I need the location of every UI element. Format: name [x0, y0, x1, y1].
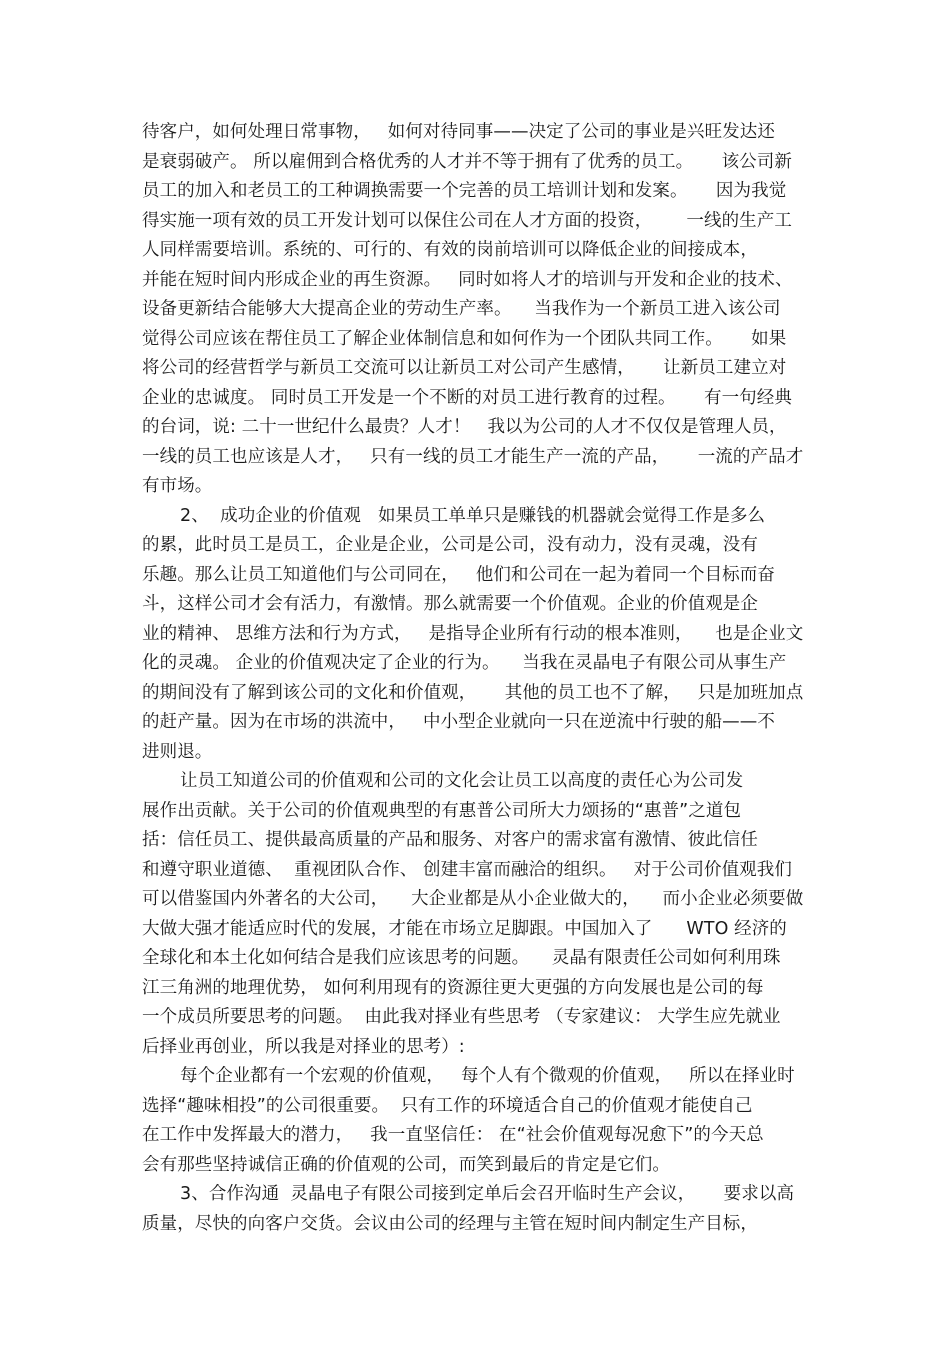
text-line: 设备更新结合能够大大提高企业的劳动生产率。 当我作为一个新员工进入该公司	[142, 299, 781, 319]
text-line: 3、合作沟通 灵晶电子有限公司接到定单后会召开临时生产会议， 要求以高	[180, 1184, 795, 1204]
text-line: 乐趣。那么让员工知道他们与公司同在， 他们和公司在一起为着同一个目标而奋	[142, 564, 775, 585]
text-line: 化的灵魂。 企业的价值观决定了企业的行为。 当我在灵晶电子有限公司从事生产	[142, 653, 787, 673]
text-line: 员工的加入和老员工的工种调换需要一个完善的员工培训计划和发案。 因为我觉	[142, 181, 787, 201]
text-line: 的累，此时员工是员工，企业是企业，公司是公司，没有动力，没有灵魂，没有	[142, 535, 758, 555]
text-line: 2、 成功企业的价值观 如果员工单单只是赚钱的机器就会觉得工作是多么	[180, 505, 766, 526]
text-line: 一个成员所要思考的问题。 由此我对择业有些思考 （专家建议： 大学生应先就业	[142, 1007, 781, 1027]
text-line: 每个企业都有一个宏观的价值观， 每个人有个微观的价值观， 所以在择业时	[180, 1066, 795, 1086]
text-line: 人同样需要培训。系统的、可行的、有效的岗前培训可以降低企业的间接成本，	[142, 240, 758, 260]
text-line: 斗，这样公司才会有活力，有激情。那么就需要一个价值观。企业的价值观是企	[142, 594, 758, 614]
text-line: 会有那些坚持诚信正确的价值观的公司，而笑到最后的肯定是它们。	[142, 1154, 670, 1175]
text-line: 和遵守职业道德、 重视团队合作、 创建丰富而融洽的组织。 对于公司价值观我们	[142, 859, 792, 880]
text-line: 一线的员工也应该是人才， 只有一线的员工才能生产一流的产品， 一流的产品才	[142, 446, 804, 467]
text-line: 的期间没有了解到该公司的文化和价值观， 其他的员工也不了解， 只是加班加点	[142, 682, 804, 703]
text-line: 业的精神、 思维方法和行为方式， 是指导企业所有行动的根本准则， 也是企业文	[142, 623, 804, 644]
text-line: 选择“趣味相投”的公司很重要。 只有工作的环境适合自己的价值观才能使自己	[142, 1095, 753, 1116]
text-line: 质量，尽快的向客户交货。会议由公司的经理与主管在短时间内制定生产目标，	[142, 1213, 758, 1234]
text-line: 江三角洲的地理优势， 如何利用现有的资源往更大更强的方向发展也是公司的每	[142, 977, 764, 998]
text-line: 的台词，说: 二十一世纪什么最贵？人才！ 我以为公司的人才不仅仅是管理人员，	[142, 417, 787, 437]
text-line: 全球化和本土化如何结合是我们应该思考的问题。 灵晶有限责任公司如何利用珠	[142, 948, 781, 968]
text-line: 觉得公司应该在帮住员工了解企业体制信息和如何作为一个团队共同工作。 如果	[142, 328, 787, 349]
text-line: 得实施一项有效的员工开发计划可以保住公司在人才方面的投资， 一线的生产工	[142, 210, 792, 231]
text-line: 可以借鉴国内外著名的大公司， 大企业都是从小企业做大的， 而小企业必须要做	[142, 889, 804, 909]
text-line: 进则退。	[142, 741, 213, 762]
text-line: 大做大强才能适应时代的发展，才能在市场立足脚跟。中国加入了 WTO 经济的	[142, 918, 787, 939]
text-line: 展作出贡献。关于公司的价值观典型的有惠普公司所大力颂扬的“惠普”之道包	[142, 800, 742, 821]
text-line: 企业的忠诚度。 同时员工开发是一个不断的对员工进行教育的过程。 有一句经典	[142, 387, 792, 408]
text-line: 是衰弱破产。 所以雇佣到合格优秀的人才并不等于拥有了优秀的员工。 该公司新	[142, 151, 792, 172]
text-line: 让员工知道公司的价值观和公司的文化会让员工以高度的责任心为公司发	[180, 771, 744, 791]
document-body	[142, 118, 810, 1239]
text-line: 将公司的经营哲学与新员工交流可以让新员工对公司产生感情， 让新员工建立对	[142, 358, 787, 378]
text-line: 后择业再创业，所以我是对择业的思考）:	[142, 1036, 465, 1057]
text-line: 在工作中发挥最大的潜力， 我一直坚信任： 在“社会价值观每况愈下”的今天总	[142, 1125, 764, 1145]
text-line: 并能在短时间内形成企业的再生资源。 同时如将人才的培训与开发和企业的技术、	[142, 269, 793, 290]
text-line: 括：信任员工、提供最高质量的产品和服务、对客户的需求富有激情、彼此信任	[142, 830, 758, 850]
text-line: 有市场。	[142, 476, 213, 496]
text-line: 待客户，如何处理日常事物， 如何对待同事——决定了公司的事业是兴旺发达还	[142, 122, 775, 142]
text-line: 的赶产量。因为在市场的洪流中， 中小型企业就向一只在逆流中行驶的船——不	[142, 712, 775, 732]
